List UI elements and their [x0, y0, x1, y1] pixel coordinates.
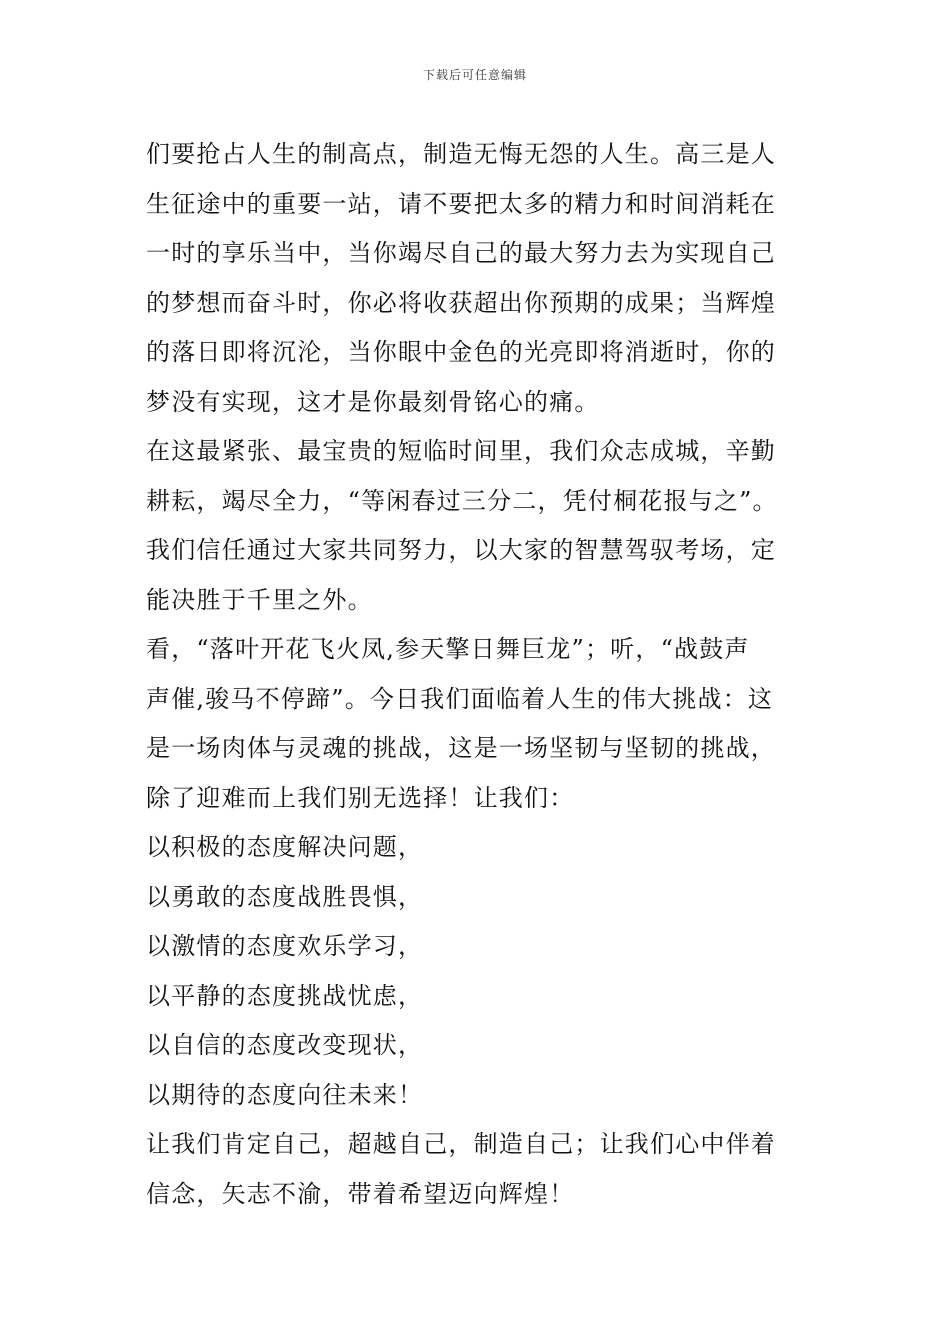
- text-line: 是一场肉体与灵魂的挑战，这是一场坚韧与坚韧的挑战，: [146, 734, 776, 762]
- text-line: 以激情的态度欢乐学习，: [146, 932, 424, 960]
- text-line: 声催,骏马不停蹄”。今日我们面临着人生的伟大挑战：这: [146, 684, 774, 713]
- page-header: 下载后可任意编辑: [422, 68, 527, 82]
- text-line: 的落日即将沉沦，当你眼中金色的光亮即将消逝时，你的: [146, 338, 776, 366]
- text-line: 以平静的态度挑战忧虑，: [146, 981, 424, 1010]
- text-line: 耕耘，竭尽全力，“等闲春过三分二，凭付桐花报与之”。: [146, 486, 778, 515]
- text-line: 以自信的态度改变现状，: [146, 1031, 424, 1059]
- text-line: 信念，矢志不渝，带着希望迈向辉煌！: [146, 1179, 575, 1208]
- text-line: 看，“落叶开花飞火凤,参天擎日舞巨龙”；听，“战鼓声: [146, 635, 750, 663]
- body-text: [146, 130, 826, 1219]
- text-line: 的梦想而奋斗时，你必将收获超出你预期的成果；当辉煌: [146, 288, 776, 317]
- text-line: 以积极的态度解决问题，: [146, 833, 424, 861]
- text-line: 我们信任通过大家共同努力，以大家的智慧驾驭考场，定: [146, 536, 776, 564]
- text-line: 让我们肯定自己，超越自己，制造自己；让我们心中伴着: [146, 1130, 776, 1158]
- text-line: 生征途中的重要一站，请不要把太多的精力和时间消耗在: [146, 189, 776, 218]
- text-line: 们要抢占人生的制高点，制造无悔无怨的人生。高三是人: [146, 140, 776, 168]
- text-line: 以勇敢的态度战胜畏惧，: [146, 882, 424, 911]
- text-line: 在这最紧张、最宝贵的短临时间里，我们众志成城，辛勤: [146, 437, 776, 465]
- text-line: 梦没有实现，这才是你最刻骨铭心的痛。: [146, 387, 600, 416]
- text-line: 能决胜于千里之外。: [146, 585, 373, 614]
- text-line: 以期待的态度向往未来！: [146, 1080, 424, 1109]
- text-line: 一时的享乐当中，当你竭尽自己的最大努力去为实现自己: [146, 239, 776, 267]
- text-line: 除了迎难而上我们别无选择！让我们：: [146, 783, 575, 812]
